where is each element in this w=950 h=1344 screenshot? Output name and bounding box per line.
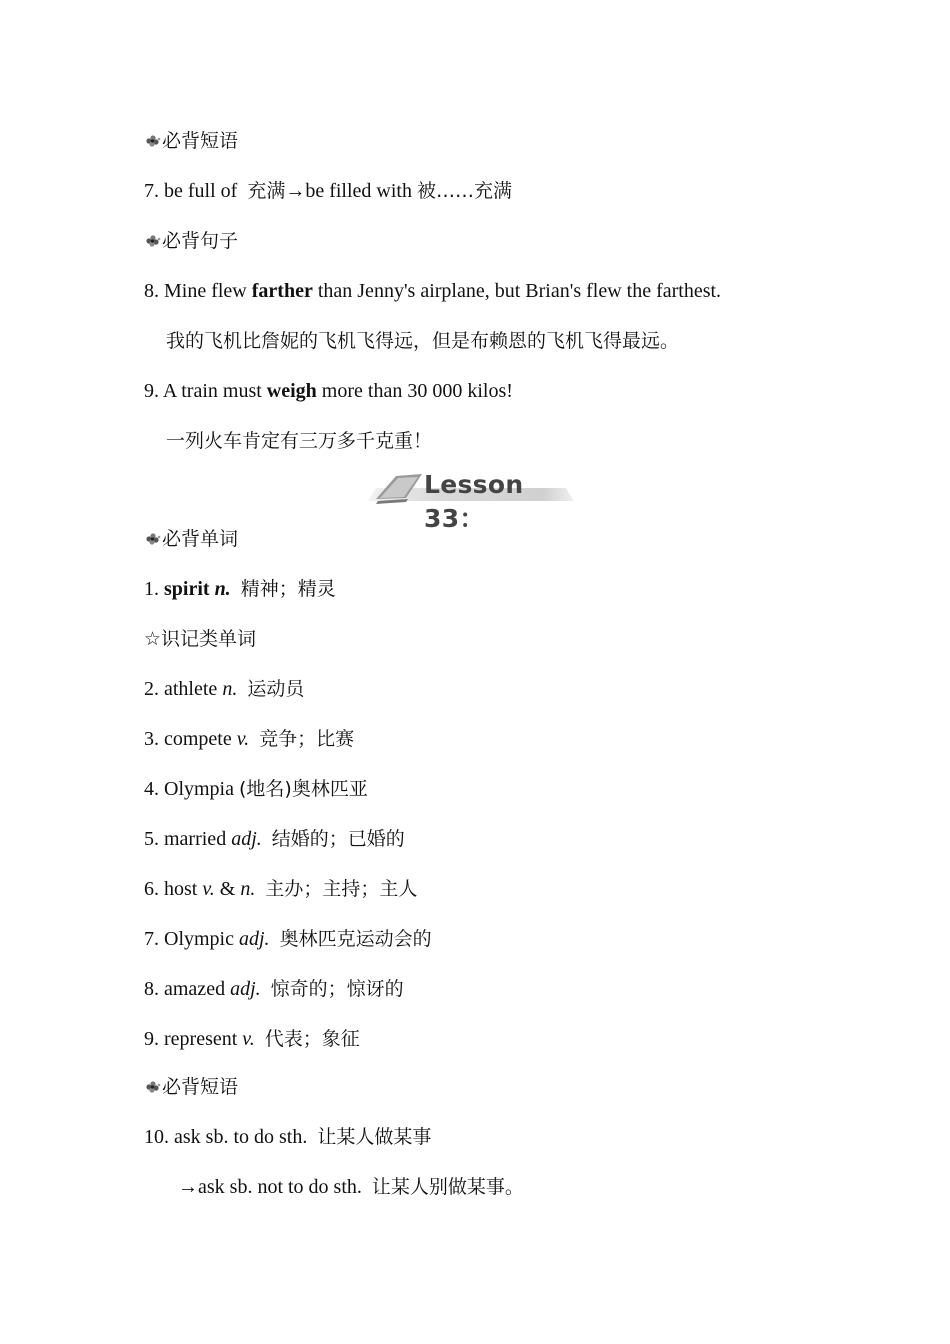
- flower-icon: [144, 134, 161, 148]
- word-item-8: 8. amazed adj. 惊奇的；惊讶的: [144, 978, 404, 1000]
- word-item-3: 3. compete v. 竞争；比赛: [144, 728, 355, 750]
- flower-icon: [144, 1080, 161, 1094]
- word-item-9: 9. represent v. 代表；象征: [144, 1028, 360, 1050]
- word-item-7: 7. Olympic adj. 奥林匹克运动会的: [144, 928, 432, 950]
- sentence-item-8: 8. Mine flew farther than Jenny's airplane, but Brian's flew the farthest.: [144, 280, 722, 302]
- section-heading-phrases: 必背短语: [144, 128, 238, 154]
- word-item-4: 4. Olympia (地名)奥林匹亚: [144, 778, 368, 800]
- word-item-2: 2. athlete n. 运动员: [144, 678, 305, 700]
- lesson-banner: [366, 468, 578, 533]
- word-item-1: 1. spirit n. 精神；精灵: [144, 578, 336, 600]
- phrase-item-7: 7. be full of 充满→be filled with 被……充满: [144, 180, 512, 202]
- phrase-item-10: 10. ask sb. to do sth. 让某人做某事: [144, 1126, 432, 1148]
- phrase-item-10-variant: →ask sb. not to do sth. 让某人别做某事。: [178, 1176, 524, 1198]
- sentence-item-9: 9. A train must weigh more than 30 000 kilos!: [144, 380, 513, 402]
- section-heading-phrases-2: 必背短语: [144, 1074, 238, 1100]
- sentence-translation-9: 一列火车肯定有三万多千克重！: [166, 430, 433, 452]
- lesson-title: Lesson 33：: [424, 470, 524, 533]
- word-item-6: 6. host v. & n. 主办；主持；主人: [144, 878, 418, 900]
- word-item-5: 5. married adj. 结婚的；已婚的: [144, 828, 405, 850]
- section-heading-sentences: 必背句子: [144, 228, 238, 254]
- section-heading-recognition: ☆识记类单词: [144, 628, 257, 650]
- flower-icon: [144, 234, 161, 248]
- flower-icon: [144, 532, 161, 546]
- section-heading-words: 必背单词: [144, 526, 238, 552]
- sentence-translation-8: 我的飞机比詹妮的飞机飞得远，但是布赖恩的飞机飞得最远。: [166, 330, 680, 352]
